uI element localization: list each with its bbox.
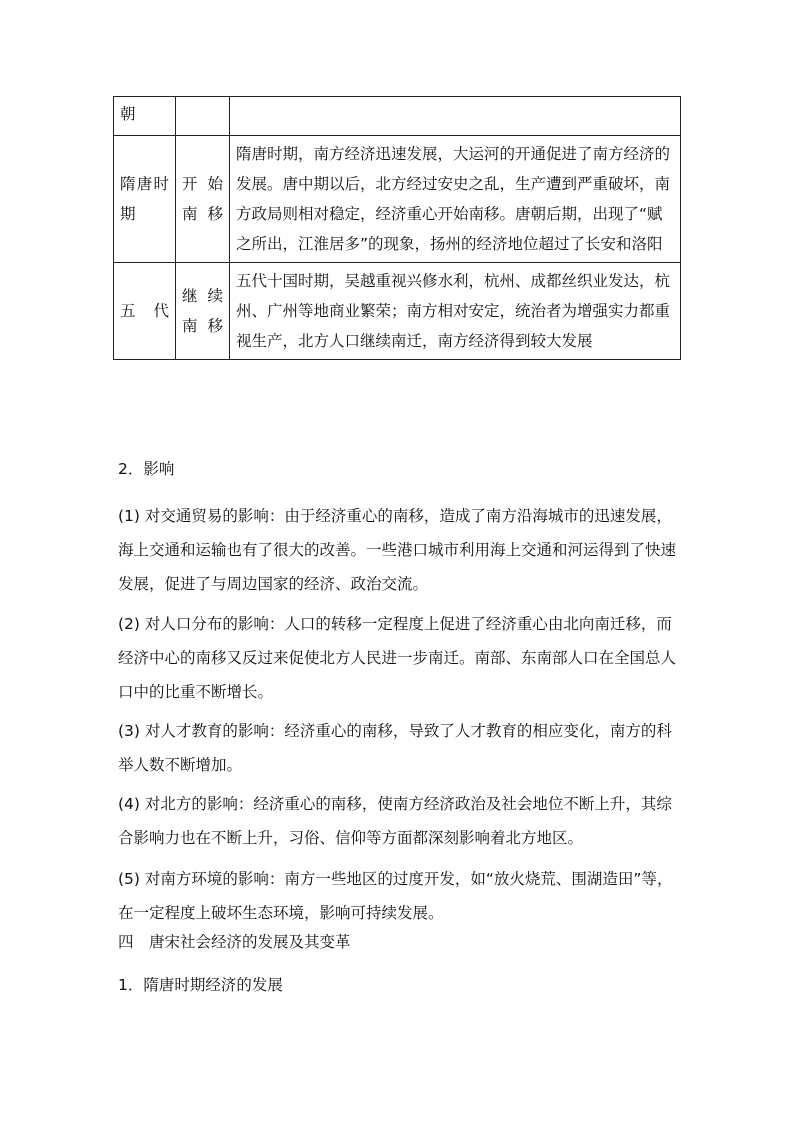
era-cell: 隋唐时期 (114, 136, 176, 263)
impact-paragraph-education: (3) 对人才教育的影响：经济重心的南移，导致了人才教育的相应变化，南方的科举人数不断增加。 (118, 722, 672, 774)
impact-paragraph-north: (4) 对北方的影响：经济重心的南移，使南方经济政治及社会地位不断上升，其综合影响力也在不断上升，习俗、信仰等方面都深刻影响着北方地区。 (118, 795, 672, 847)
phase-cell: 继续南移 (176, 263, 230, 360)
era-cell: 五代 (114, 263, 176, 360)
description-cell: 五代十国时期，吴越重视兴修水利，杭州、成都丝织业发达，杭州、广州等地商业繁荣；南方相对安定，统治者为增强实力都重视生产，北方人口继续南迁，南方经济得到较大发展 (230, 263, 681, 360)
impact-paragraph-trade: (1) 对交通贸易的影响：由于经济重心的南移，造成了南方沿海城市的迅速发展，海上交通和运输也有了很大的改善。一些港口城市利用海上交通和河运得到了快速发展，促进了与周边国家的经济、政治交流。 (118, 507, 677, 593)
section-heading-impact: 2．影响 (118, 460, 175, 478)
phase-cell (176, 97, 230, 136)
impact-paragraph-environment: (5) 对南方环境的影响：南方一些地区的过度开发，如“放火烧荒、围湖造田”等，在一定程度上破坏生态环境，影响可持续发展。 (118, 870, 673, 922)
section-heading-tang-song: 四 唐宋社会经济的发展及其变革 (118, 933, 351, 951)
table-row (114, 263, 681, 360)
description-cell: 隋唐时期，南方经济迅速发展，大运河的开通促进了南方经济的发展。唐中期以后，北方经过安史之乱，生产遭到严重破坏，南方政局则相对稳定，经济重心开始南移。唐朝后期，出现了“赋之所出，江淮居多”的现象，扬州的经济地位超过了长安和洛阳 (230, 136, 681, 263)
subsection-heading-sui-tang: 1．隋唐时期经济的发展 (118, 976, 283, 994)
era-cell: 朝 (114, 97, 176, 136)
table-row (114, 136, 681, 263)
description-cell (230, 97, 681, 136)
phase-cell: 开始南移 (176, 136, 230, 263)
table-row (114, 97, 681, 136)
impact-paragraph-population: (2) 对人口分布的影响：人口的转移一定程度上促进了经济重心由北向南迁移，而经济中心的南移又反过来促使北方人民进一步南迁。南部、东南部人口在全国总人口中的比重不断增长。 (118, 615, 677, 701)
economic-shift-table (113, 96, 681, 360)
